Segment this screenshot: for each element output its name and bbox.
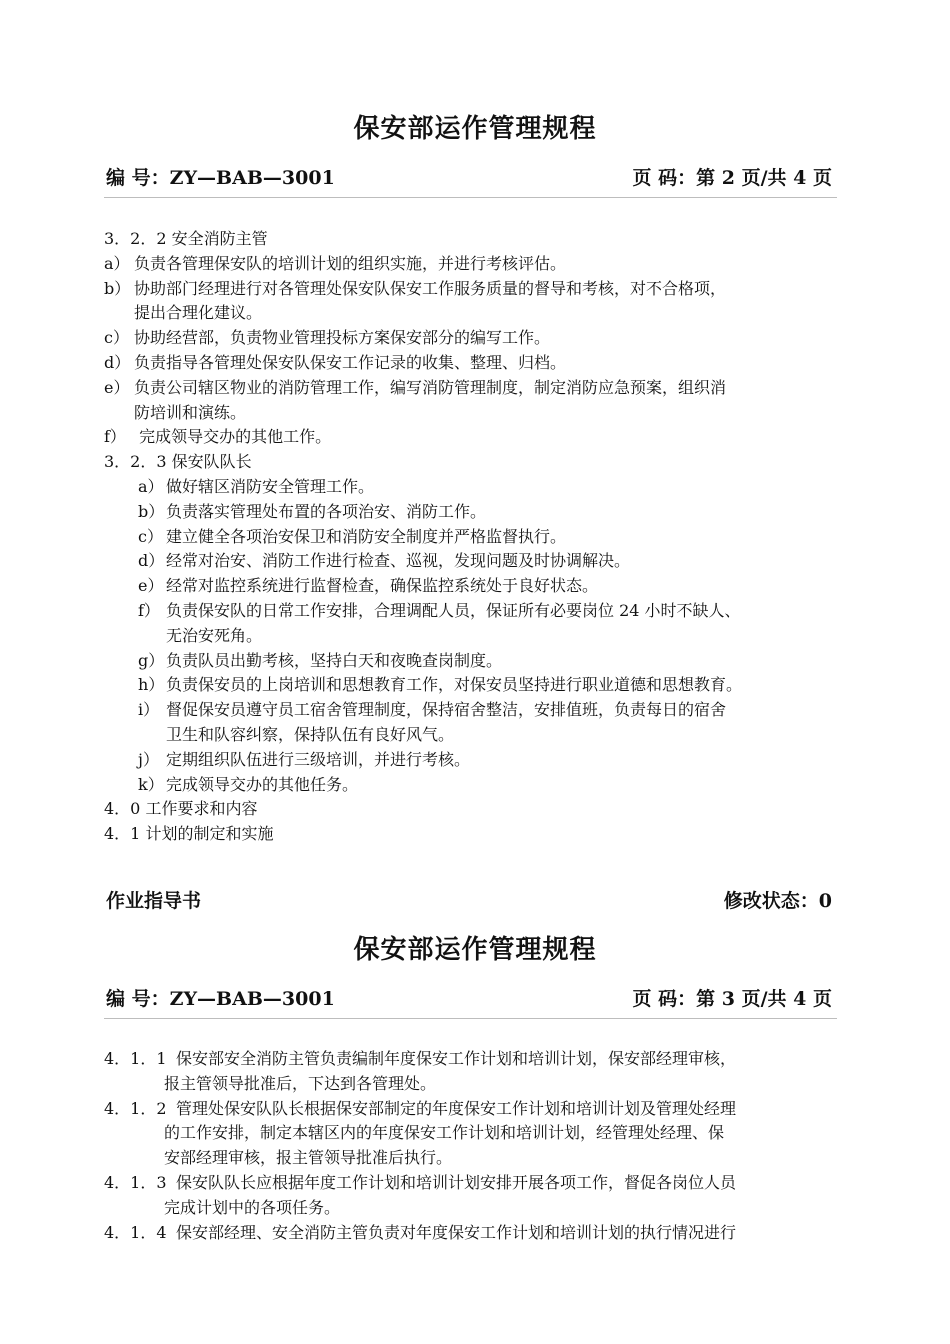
- list-item: [138, 527, 566, 547]
- header-divider-2: [104, 1018, 837, 1019]
- list-item-continuation: 提出合理化建议。: [134, 303, 263, 323]
- list-item-label: e）: [104, 377, 130, 397]
- page-number-2: 页 码：第 3 页/共 4 页: [632, 988, 832, 1010]
- list-item-label: d）: [138, 551, 165, 571]
- numbered-item-label: 4．1．1: [104, 1049, 167, 1068]
- list-item-label: a）: [138, 477, 164, 496]
- list-item-continuation: 防培训和演练。: [134, 402, 247, 422]
- list-item-text: 做好辖区消防安全管理工作。: [166, 477, 375, 496]
- list-item-text: 协助经营部，负责物业管理投标方案保安部分的编写工作。: [134, 328, 551, 348]
- list-item-continuation: 卫生和队容纠察，保持队伍有良好风气。: [166, 725, 455, 744]
- list-item-text: 完成领导交办的其他工作。: [134, 427, 332, 447]
- list-item-text: 负责队员出勤考核，坚持白天和夜晚查岗制度。: [166, 650, 503, 670]
- section-heading: 3．2．3 保安队队长: [104, 452, 252, 472]
- list-item-text: 负责指导各管理处保安队保安工作记录的收集、整理、归档。: [134, 353, 567, 372]
- list-item-text: 负责保安队的日常工作安排，合理调配人员，保证所有必要岗位 24 小时不缺人、: [166, 601, 741, 620]
- page-title-2: 保安部运作管理规程: [353, 935, 597, 965]
- list-item: [138, 551, 630, 571]
- list-item: [138, 477, 374, 497]
- numbered-item-continuation: 的工作安排，制定本辖区内的年度保安工作计划和培训计划，经管理处经理、保: [164, 1123, 725, 1143]
- footer-doc-type: 作业指导书: [106, 890, 202, 912]
- list-item-label: f）: [104, 427, 126, 447]
- list-item-label: h）: [138, 675, 165, 695]
- footer-revision: 修改状态：0: [723, 890, 832, 912]
- doc-number-2: 编 号：ZY—BAB—3001: [106, 988, 335, 1010]
- list-item-label: k）: [138, 774, 164, 794]
- list-item: [138, 601, 741, 621]
- list-item-text: 建立健全各项治安保卫和消防安全制度并严格监督执行。: [166, 526, 567, 546]
- list-item-text: 协助部门经理进行对各管理处保安队保安工作服务质量的督导和考核，对不合格项，: [134, 278, 727, 298]
- numbered-item-continuation: 报主管领导批准后，下达到各管理处。: [164, 1073, 437, 1093]
- list-item-text: 督促保安员遵守员工宿舍管理制度，保持宿舍整洁，安排值班，负责每日的宿舍: [166, 700, 727, 720]
- list-item: [104, 353, 566, 373]
- doc-number: 编 号：ZY—BAB—3001: [106, 167, 335, 189]
- list-item: [138, 502, 486, 522]
- list-item-label: j）: [138, 749, 159, 769]
- page-footer: [106, 886, 832, 913]
- list-item: [138, 700, 726, 720]
- page-header: [106, 163, 832, 190]
- list-item-label: b）: [104, 278, 131, 298]
- numbered-item: [104, 1099, 736, 1119]
- page-title: 保安部运作管理规程: [353, 114, 597, 144]
- numbered-item-continuation: 安部经理审核，报主管领导批准后执行。: [164, 1148, 453, 1168]
- numbered-item-text: 保安部安全消防主管负责编制年度保安工作计划和培训计划，保安部经理审核，: [176, 1049, 737, 1068]
- list-item-label: a）: [104, 253, 130, 273]
- list-item: [104, 279, 726, 299]
- subsection-heading: 4．1 计划的制定和实施: [104, 824, 274, 844]
- list-item-label: g）: [138, 650, 165, 670]
- numbered-item-text: 保安部经理、安全消防主管负责对年度保安工作计划和培训计划的执行情况进行: [176, 1222, 737, 1242]
- list-item-text: 负责公司辖区物业的消防管理工作，编写消防管理制度，制定消防应急预案，组织消: [134, 377, 727, 397]
- numbered-item: [104, 1173, 736, 1193]
- list-item-label: d）: [104, 353, 131, 372]
- list-item: [138, 775, 358, 795]
- list-item-text: 完成领导交办的其他任务。: [166, 774, 359, 794]
- list-item-label: c）: [104, 328, 129, 348]
- page-number: 页 码：第 2 页/共 4 页: [632, 167, 832, 189]
- section-heading: 4．0 工作要求和内容: [104, 799, 258, 819]
- list-item: [138, 675, 742, 695]
- numbered-item-text: 管理处保安队队长根据保安部制定的年度保安工作计划和培训计划及管理处经理: [176, 1098, 737, 1118]
- list-item-label: f）: [138, 601, 160, 620]
- list-item-label: c）: [138, 526, 163, 546]
- list-item-text: 负责保安员的上岗培训和思想教育工作，对保安员坚持进行职业道德和思想教育。: [166, 675, 743, 695]
- numbered-item-text: 保安队队长应根据年度工作计划和培训计划安排开展各项工作，督促各岗位人员: [176, 1173, 737, 1192]
- numbered-item: [104, 1223, 736, 1243]
- list-item-continuation: 无治安死角。: [166, 625, 263, 645]
- numbered-item: [104, 1049, 736, 1069]
- header-divider: [104, 197, 837, 198]
- list-item: [138, 750, 470, 770]
- numbered-item-continuation: 完成计划中的各项任务。: [164, 1197, 341, 1217]
- section-heading: 3．2．2 安全消防主管: [104, 229, 268, 248]
- list-item-text: 定期组织队伍进行三级培训，并进行考核。: [166, 749, 471, 769]
- list-item-text: 经常对治安、消防工作进行检查、巡视，发现问题及时协调解决。: [166, 551, 631, 571]
- list-item-label: i）: [138, 700, 160, 720]
- list-item: [104, 328, 550, 348]
- list-item-text: 负责落实管理处布置的各项治安、消防工作。: [166, 501, 487, 521]
- numbered-item-label: 4．1．3: [104, 1173, 167, 1192]
- list-item: [104, 378, 726, 398]
- numbered-item-label: 4．1．2: [104, 1098, 167, 1118]
- list-item: [138, 576, 598, 596]
- list-item: [104, 427, 331, 447]
- list-item-text: 负责各管理保安队的培训计划的组织实施，并进行考核评估。: [134, 253, 567, 273]
- list-item-text: 经常对监控系统进行监督检查，确保监控系统处于良好状态。: [166, 576, 599, 596]
- page-header-2: [106, 984, 832, 1011]
- list-item: [104, 254, 566, 274]
- list-item-label: b）: [138, 501, 165, 521]
- list-item: [138, 651, 502, 671]
- numbered-item-label: 4．1．4: [104, 1222, 167, 1242]
- list-item-label: e）: [138, 576, 164, 596]
